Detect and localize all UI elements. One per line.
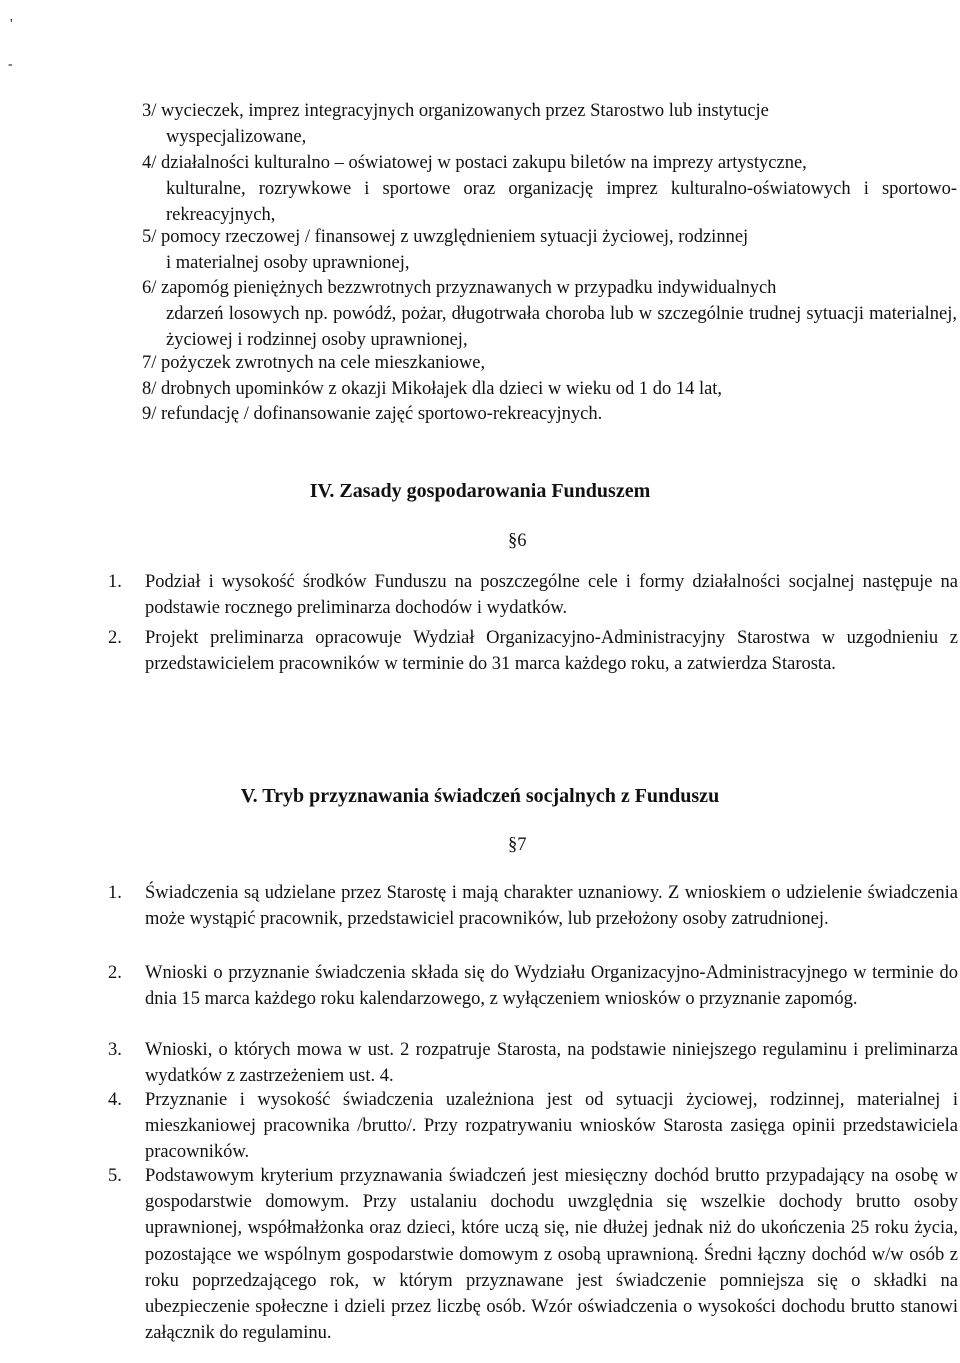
- list-item: [142, 376, 957, 402]
- item-number: 2.: [108, 628, 122, 648]
- item-text: Wnioski o przyznanie świadczenia składa się do Wydziału Organizacyjno-Administracyjnego w terminie do dnia 15 marca każdego roku kalendarzowego, z wyłączeniem wniosków o przyznanie zapomóg.: [145, 963, 958, 1010]
- item-text: Świadczenia są udzielane przez Starostę i mają charakter uznaniowy. Z wnioskiem o udzielenie świadczenia może wystąpić pracownik, przedstawiciel pracowników, lub przełożony osoby zatrudnionej.: [145, 883, 958, 930]
- item-text: Projekt preliminarza opracowuje Wydział Organizacyjno-Administracyjny Starostwa w uzgodnieniu z przedstawicielem pracowników w terminie do 31 marca każdego roku, a zatwierdza Starosta.: [145, 628, 958, 675]
- numbered-item: [108, 960, 958, 1012]
- list-item: [142, 98, 957, 150]
- scan-mark: ': [10, 17, 13, 32]
- section-heading: V. Tryb przyznawania świadczeń socjalnych z Funduszu: [240, 785, 720, 807]
- item-text: Wnioski, o których mowa w ust. 2 rozpatruje Starosta, na podstawie niniejszego regulaminu i preliminarza wydatków z zastrzeżeniem ust. 4.: [145, 1040, 958, 1087]
- list-item: [142, 275, 957, 354]
- list-item-lead: 6/ zapomóg pieniężnych bezzwrotnych przyznawanych w przypadku indywidualnych: [142, 278, 777, 298]
- section-heading: IV. Zasady gospodarowania Funduszem: [309, 480, 651, 502]
- list-item-lead: 4/ działalności kulturalno – oświatowej w postaci zakupu biletów na imprezy artystyczne,: [142, 153, 807, 173]
- item-number: 4.: [108, 1090, 122, 1110]
- list-item-lead: 5/ pomocy rzeczowej / finansowej z uwzględnieniem sytuacji życiowej, rodzinnej: [142, 227, 749, 247]
- list-item: [142, 150, 957, 229]
- numbered-item: [108, 625, 958, 677]
- item-text: Podział i wysokość środków Funduszu na poszczególne cele i formy działalności socjalnej następuje na podstawie rocznego preliminarza dochodów i wydatków.: [145, 572, 958, 619]
- item-text: Podstawowym kryterium przyznawania świadczeń jest miesięczny dochód brutto przypadający na osobę w gospodarstwie domowym. Przy ustalaniu dochodu uwzględnia się wszelkie dochody brutto osoby uprawnionej, współmałżonka oraz dzieci, które uczą się, nie dłużej jednak niż do ukończenia 25 roku życia, pozostające we wspólnym gospodarstwie domowym z osobą uprawnioną. Średni łączny dochód w/w osób z roku poprzedzającego rok, w którym przyznawane jest świadczenie pomniejsza się o składki na ubezpieczenie społeczne i dzieli przez liczbę osób. Wzór oświadczenia o wysokości dochodu brutto stanowi załącznik do regulaminu.: [145, 1166, 958, 1344]
- numbered-item: [108, 1037, 958, 1089]
- item-number: 5.: [108, 1166, 122, 1186]
- list-item-lead: 8/ drobnych upominków z okazji Mikołajek dla dzieci w wieku od 1 do 14 lat,: [142, 379, 723, 399]
- item-number: 3.: [108, 1040, 122, 1060]
- scan-mark: -: [8, 57, 13, 72]
- list-item-lead: 7/ pożyczek zwrotnych na cele mieszkaniowe,: [142, 353, 486, 373]
- paragraph-number: §7: [508, 835, 527, 855]
- list-item: [142, 350, 957, 376]
- item-text: Przyznanie i wysokość świadczenia uzależniona jest od sytuacji życiowej, rodzinnej, materialnej i mieszkaniowej pracownika /brutto/. Przy rozpatrywaniu wniosków Starosta zasięga opinii przedstawiciela pracowników.: [145, 1090, 958, 1163]
- list-item-continuation: zdarzeń losowych np. powódź, pożar, długotrwała choroba lub w szczególnie trudnej sytuacji materialnej, życiowej i rodzinnej osoby uprawnionej,: [166, 304, 957, 351]
- numbered-item: [108, 1087, 958, 1166]
- paragraph-number: §6: [508, 531, 527, 551]
- list-item-continuation: wyspecjalizowane,: [166, 127, 307, 148]
- list-item: [142, 224, 957, 276]
- item-number: 1.: [108, 572, 122, 592]
- item-number: 2.: [108, 963, 122, 983]
- item-number: 1.: [108, 883, 122, 903]
- list-item-continuation: kulturalne, rozrywkowe i sportowe oraz organizację imprez kulturalno-oświatowych i sportowo-rekreacyjnych,: [166, 179, 957, 226]
- list-item-lead: 3/ wycieczek, imprez integracyjnych organizowanych przez Starostwo lub instytucje: [142, 101, 769, 121]
- list-item: [142, 401, 957, 427]
- numbered-item: [108, 1163, 958, 1346]
- numbered-item: [108, 880, 958, 932]
- list-item-lead: 9/ refundację / dofinansowanie zajęć sportowo-rekreacyjnych.: [142, 404, 603, 424]
- numbered-item: [108, 569, 958, 621]
- list-item-continuation: i materialnej osoby uprawnionej,: [166, 253, 410, 274]
